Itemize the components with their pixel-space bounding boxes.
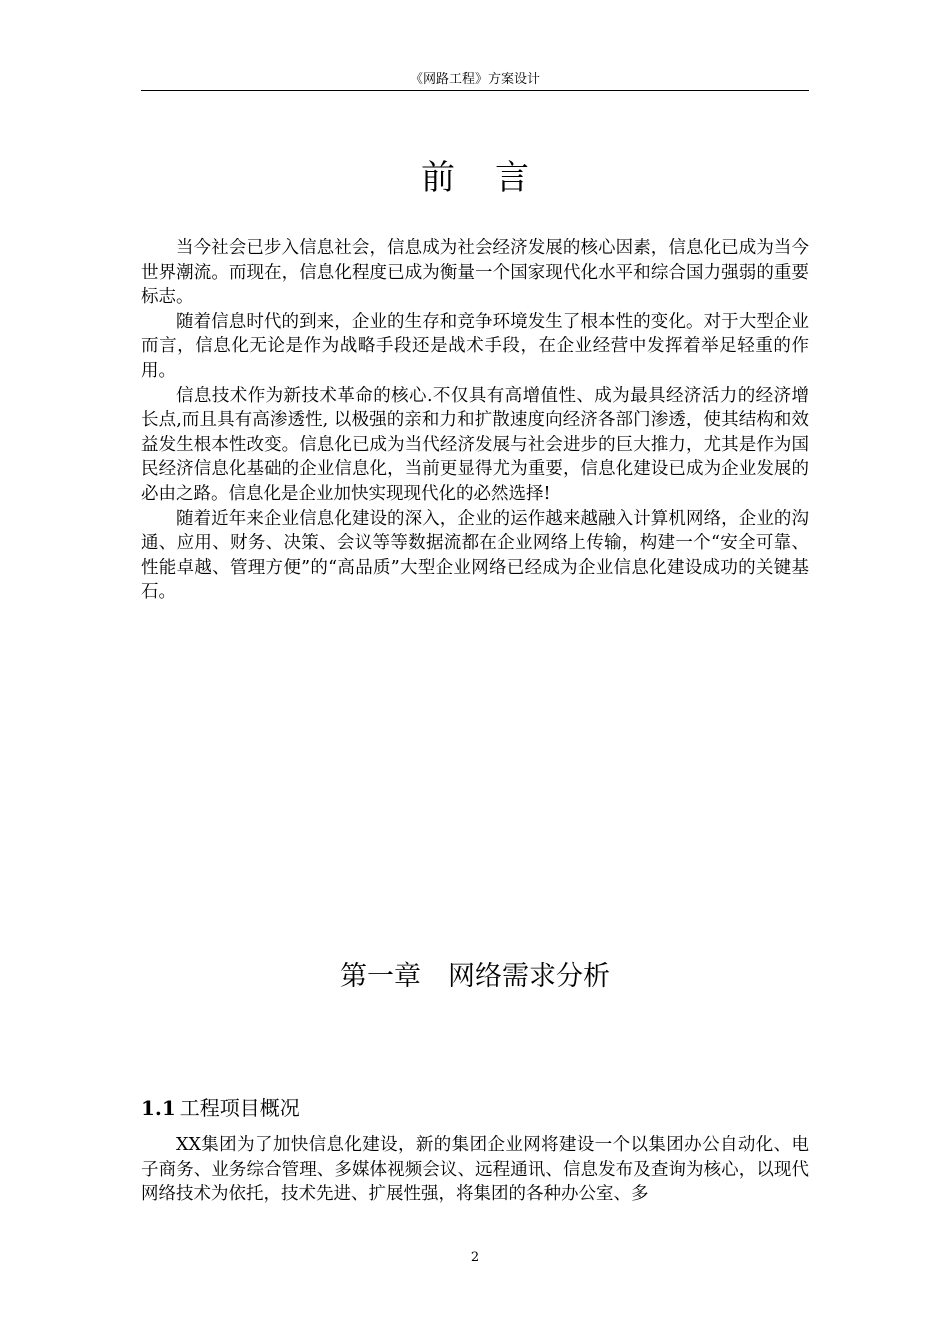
preface-body bbox=[141, 236, 809, 605]
section-number: 1.1 bbox=[141, 1096, 176, 1120]
chapter-title: 第一章 网络需求分析 bbox=[340, 961, 610, 992]
section-heading bbox=[141, 1093, 809, 1123]
preface-paragraph-2: 随着信息时代的到来，企业的生存和竞争环境发生了根本性的变化。对于大型企业而言，信息化无论是作为战略手段还是战术手段，在企业经营中发挥着举足轻重的作用。 bbox=[141, 311, 809, 381]
preface-title: 前言 bbox=[421, 158, 569, 198]
preface-paragraph-1: 当今社会已步入信息社会，信息成为社会经济发展的核心因素，信息化已成为当今世界潮流。而现在，信息化程度已成为衡量一个国家现代化水平和综合国力强弱的重要标志。 bbox=[141, 238, 809, 308]
page-number: 2 bbox=[470, 1250, 480, 1265]
preface-paragraph-4: 随着近年来企业信息化建设的深入，企业的运作越来越融入计算机网络，企业的沟通、应用、财务、决策、会议等等数据流都在企业网络上传输，构建一个“安全可靠、性能卓越、管理方便”的“高品质”大型企业网络已经成为企业信息化建设成功的关键基石。 bbox=[141, 508, 809, 603]
section-body bbox=[141, 1133, 809, 1207]
section-paragraph: XX集团为了加快信息化建设，新的集团企业网将建设一个以集团办公自动化、电子商务、业务综合管理、多媒体视频会议、远程通讯、信息发布及查询为核心，以现代网络技术为依托，技术先进、扩展性强，将集团的各种办公室、多 bbox=[141, 1135, 809, 1205]
section-title: 工程项目概况 bbox=[179, 1096, 300, 1120]
preface-paragraph-3: 信息技术作为新技术革命的核心.不仅具有高增值性、成为最具经济活力的经济增长点,而且具有高渗透性, 以极强的亲和力和扩散速度向经济各部门渗透，使其结构和效益发生根本性改变。信息化已成为当代经济发展与社会进步的巨大推力，尤其是作为国民经济信息化基础的企业信息化，当前更显得尤为重要，信息化建设已成为企业发展的必由之路。信息化是企业加快实现现代化的必然选择! bbox=[141, 385, 809, 504]
page-header: 《网路工程》方案设计 bbox=[141, 72, 809, 91]
